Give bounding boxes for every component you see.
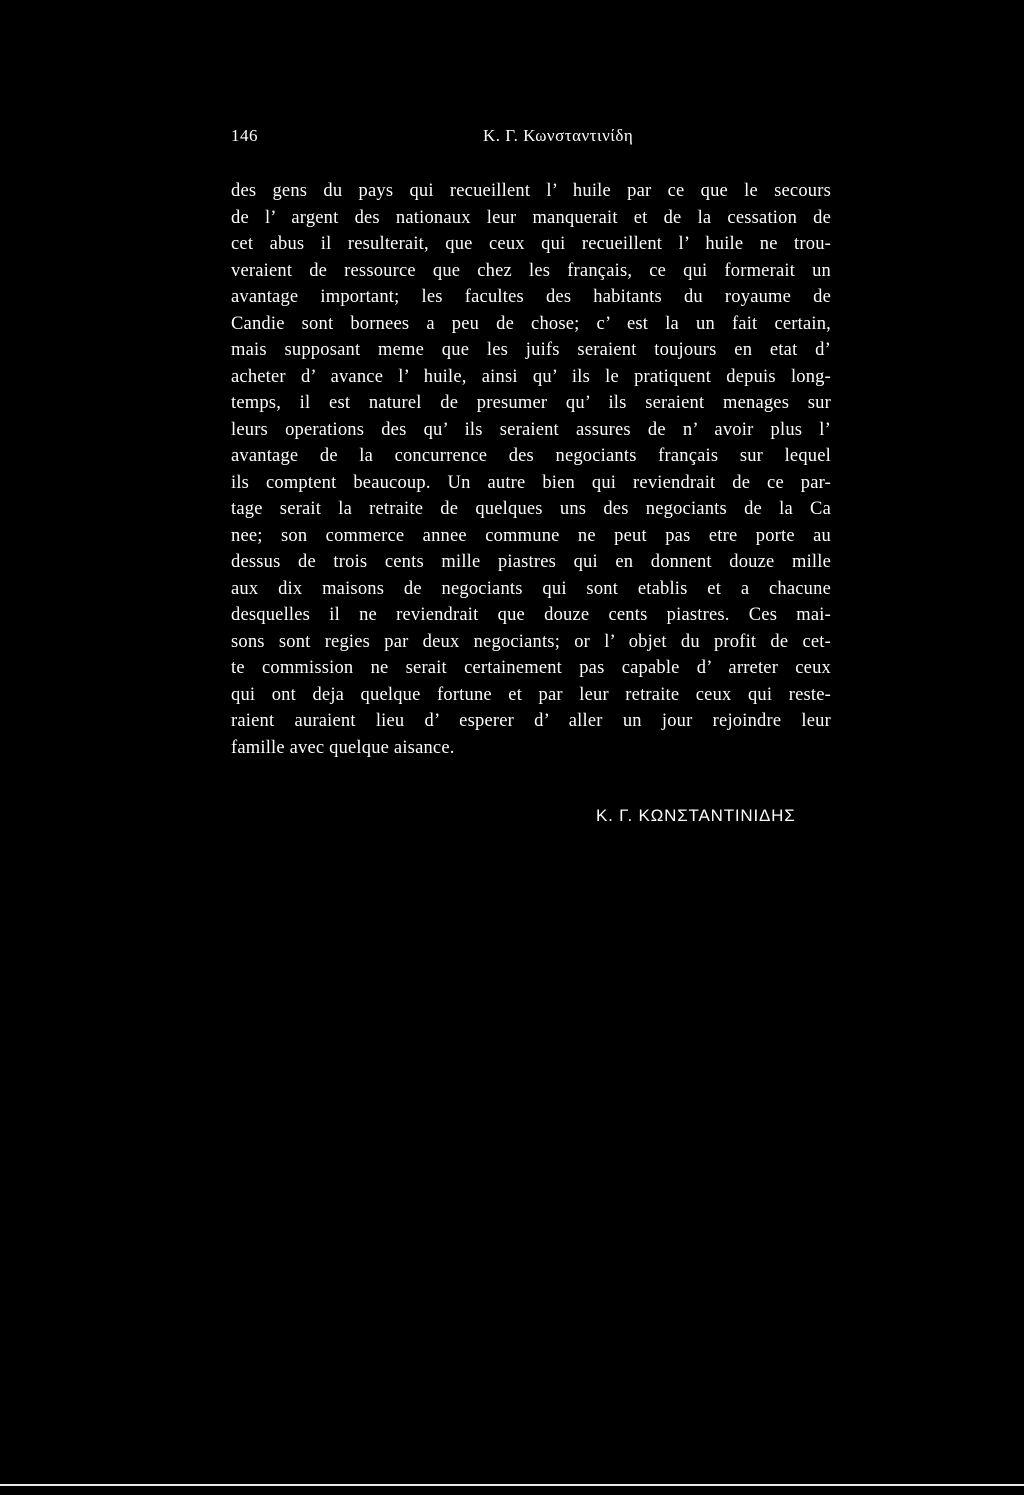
text-line: avantage important; les facultes des habitants du royaume de: [231, 287, 831, 307]
text-line: temps, il est naturel de presumer qu’ ils seraient menages sur: [231, 393, 831, 413]
running-head: Κ. Γ. Κωνσταντινίδη: [483, 126, 634, 145]
text-line: nee; son commerce annee commune ne peut pas etre porte au: [231, 525, 831, 546]
text-line: desquelles il ne reviendrait que douze cents piastres. Ces mai-: [231, 605, 831, 625]
text-line: de l’ argent des nationaux leur manquerait et de la cessation de: [231, 207, 831, 228]
text-line: mais supposant meme que les juifs seraient toujours en etat d’: [231, 340, 831, 360]
text-line: famille avec quelque aisance.: [231, 737, 455, 758]
text-line: sons sont regies par deux negociants; or l’ objet du profit de cet-: [231, 631, 831, 652]
text-line: dessus de trois cents mille piastres qui en donnent douze mille: [231, 552, 831, 572]
page-header: [231, 126, 831, 148]
author-signature: Κ. Γ. ΚΩΝΣΤΑΝΤΙΝΙΔΗΣ: [596, 806, 796, 825]
text-line: qui ont deja quelque fortune et par leur retraite ceux qui reste-: [231, 684, 831, 705]
text-line: des gens du pays qui recueillent l’ huile par ce que le secours: [231, 181, 831, 201]
text-line: cet abus il resulterait, que ceux qui recueillent l’ huile ne trou-: [231, 234, 831, 254]
text-line: Candie sont bornees a peu de chose; c’ est la un fait certain,: [231, 313, 831, 334]
page-number: 146: [231, 126, 258, 145]
text-line: veraient de ressource que chez les français, ce qui formerait un: [231, 260, 831, 281]
text-line: raient auraient lieu d’ esperer d’ aller un jour rejoindre leur: [231, 711, 831, 731]
text-line: acheter d’ avance l’ huile, ainsi qu’ ils le pratiquent depuis long-: [231, 366, 831, 387]
text-line: avantage de la concurrence des negociants français sur lequel: [231, 446, 831, 466]
text-line: aux dix maisons de negociants qui sont etablis et a chacune: [231, 578, 831, 599]
text-line: leurs operations des qu’ ils seraient assures de n’ avoir plus l’: [231, 419, 831, 440]
text-line: te commission ne serait certainement pas capable d’ arreter ceux: [231, 658, 831, 678]
body-text: [231, 178, 831, 761]
text-line: ils comptent beaucoup. Un autre bien qui reviendrait de ce par-: [231, 472, 831, 493]
text-line: tage serait la retraite de quelques uns des negociants de la Ca: [231, 499, 831, 519]
scan-edge-rule: [0, 1484, 1024, 1486]
